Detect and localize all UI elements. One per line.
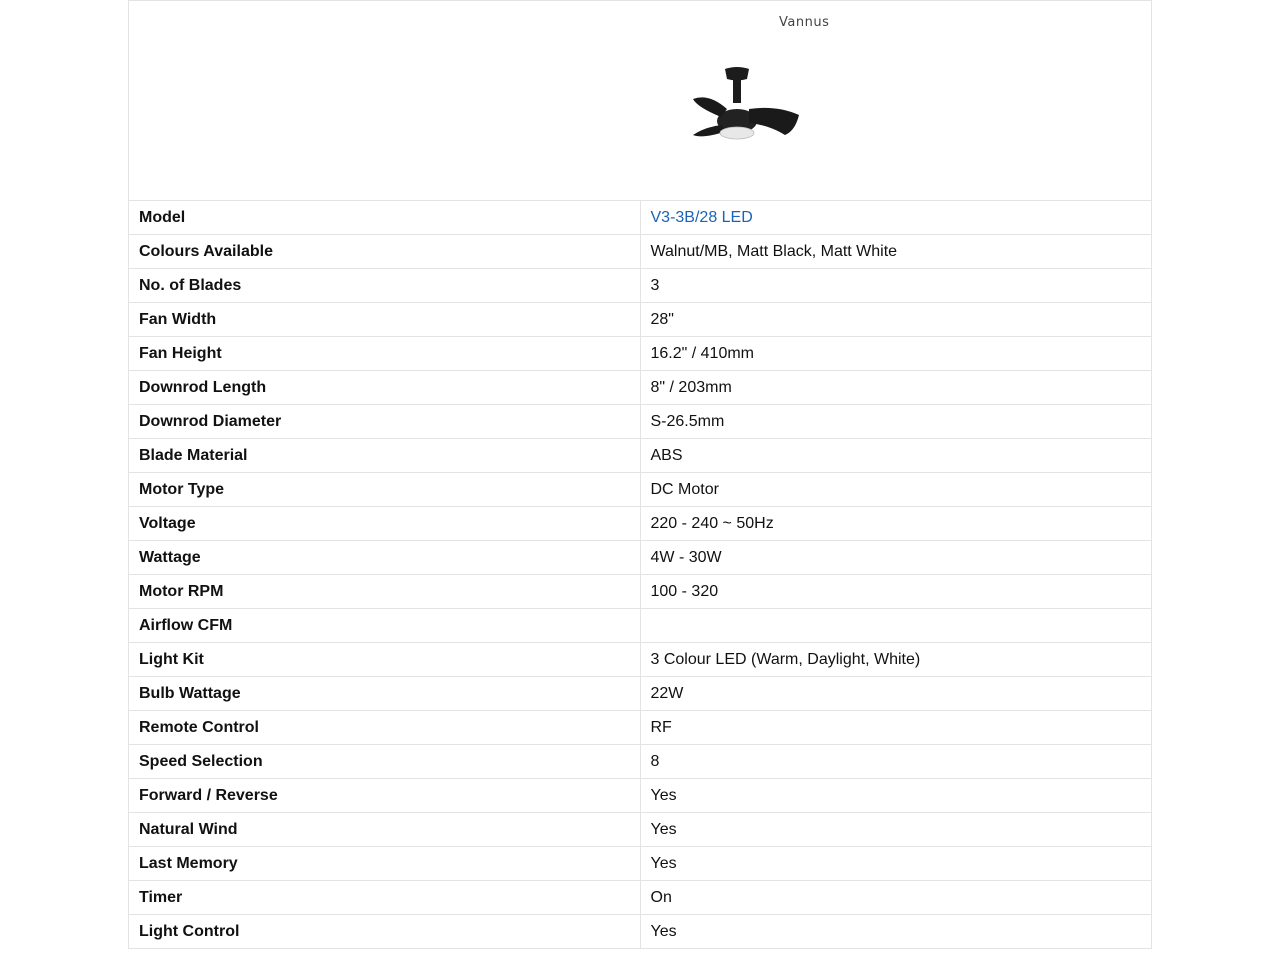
table-row <box>129 711 1152 745</box>
spec-label: Speed Selection <box>129 745 641 779</box>
spec-label: Forward / Reverse <box>129 779 641 813</box>
spec-label: Timer <box>129 881 641 915</box>
table-row <box>129 541 1152 575</box>
spec-label: Colours Available <box>129 235 641 269</box>
spec-value: 8" / 203mm <box>640 371 1152 405</box>
spec-label: Bulb Wattage <box>129 677 641 711</box>
spec-label: Airflow CFM <box>129 609 641 643</box>
spec-value: 22W <box>640 677 1152 711</box>
table-row <box>129 235 1152 269</box>
spec-label: Blade Material <box>129 439 641 473</box>
spec-table <box>128 0 1152 949</box>
table-row <box>129 405 1152 439</box>
spec-value: 3 Colour LED (Warm, Daylight, White) <box>640 643 1152 677</box>
spec-label: Downrod Length <box>129 371 641 405</box>
spec-value: DC Motor <box>640 473 1152 507</box>
spec-label: Remote Control <box>129 711 641 745</box>
table-row <box>129 473 1152 507</box>
spec-label: Wattage <box>129 541 641 575</box>
brand-logo: Vannus <box>779 15 830 30</box>
table-row <box>129 609 1152 643</box>
ceiling-fan-image <box>691 63 803 143</box>
table-row <box>129 371 1152 405</box>
table-row <box>129 575 1152 609</box>
table-row <box>129 303 1152 337</box>
table-row <box>129 643 1152 677</box>
spec-value: 220 - 240 ~ 50Hz <box>640 507 1152 541</box>
table-row <box>129 269 1152 303</box>
spec-table-container <box>128 0 1152 949</box>
spec-label: No. of Blades <box>129 269 641 303</box>
table-row <box>129 847 1152 881</box>
spec-label: Model <box>129 201 641 235</box>
spec-value: On <box>640 881 1152 915</box>
spec-label: Voltage <box>129 507 641 541</box>
spec-value: RF <box>640 711 1152 745</box>
spec-value: 16.2" / 410mm <box>640 337 1152 371</box>
spec-value: 8 <box>640 745 1152 779</box>
spec-value: Yes <box>640 847 1152 881</box>
spec-label: Fan Height <box>129 337 641 371</box>
model-link[interactable]: V3-3B/28 LED <box>650 208 753 226</box>
table-row <box>129 813 1152 847</box>
spec-value: ABS <box>640 439 1152 473</box>
spec-label: Light Kit <box>129 643 641 677</box>
spec-value <box>640 201 1152 235</box>
spec-label: Light Control <box>129 915 641 949</box>
table-row <box>129 779 1152 813</box>
spec-value: Yes <box>640 813 1152 847</box>
spec-value: 28" <box>640 303 1152 337</box>
table-row <box>129 337 1152 371</box>
table-row <box>129 507 1152 541</box>
spec-label: Downrod Diameter <box>129 405 641 439</box>
spec-value: 100 - 320 <box>640 575 1152 609</box>
spec-label: Motor RPM <box>129 575 641 609</box>
table-row <box>129 745 1152 779</box>
spec-value: S-26.5mm <box>640 405 1152 439</box>
table-row <box>129 881 1152 915</box>
spec-value <box>640 609 1152 643</box>
spec-value: Yes <box>640 915 1152 949</box>
spec-value: Walnut/MB, Matt Black, Matt White <box>640 235 1152 269</box>
product-image-cell <box>129 1 1152 201</box>
product-image-row <box>129 1 1152 201</box>
spec-label: Motor Type <box>129 473 641 507</box>
spec-value: 3 <box>640 269 1152 303</box>
spec-label: Fan Width <box>129 303 641 337</box>
spec-value: 4W - 30W <box>640 541 1152 575</box>
table-row <box>129 677 1152 711</box>
spec-label: Natural Wind <box>129 813 641 847</box>
spec-label: Last Memory <box>129 847 641 881</box>
spec-value: Yes <box>640 779 1152 813</box>
table-row <box>129 439 1152 473</box>
table-row <box>129 915 1152 949</box>
table-row <box>129 201 1152 235</box>
